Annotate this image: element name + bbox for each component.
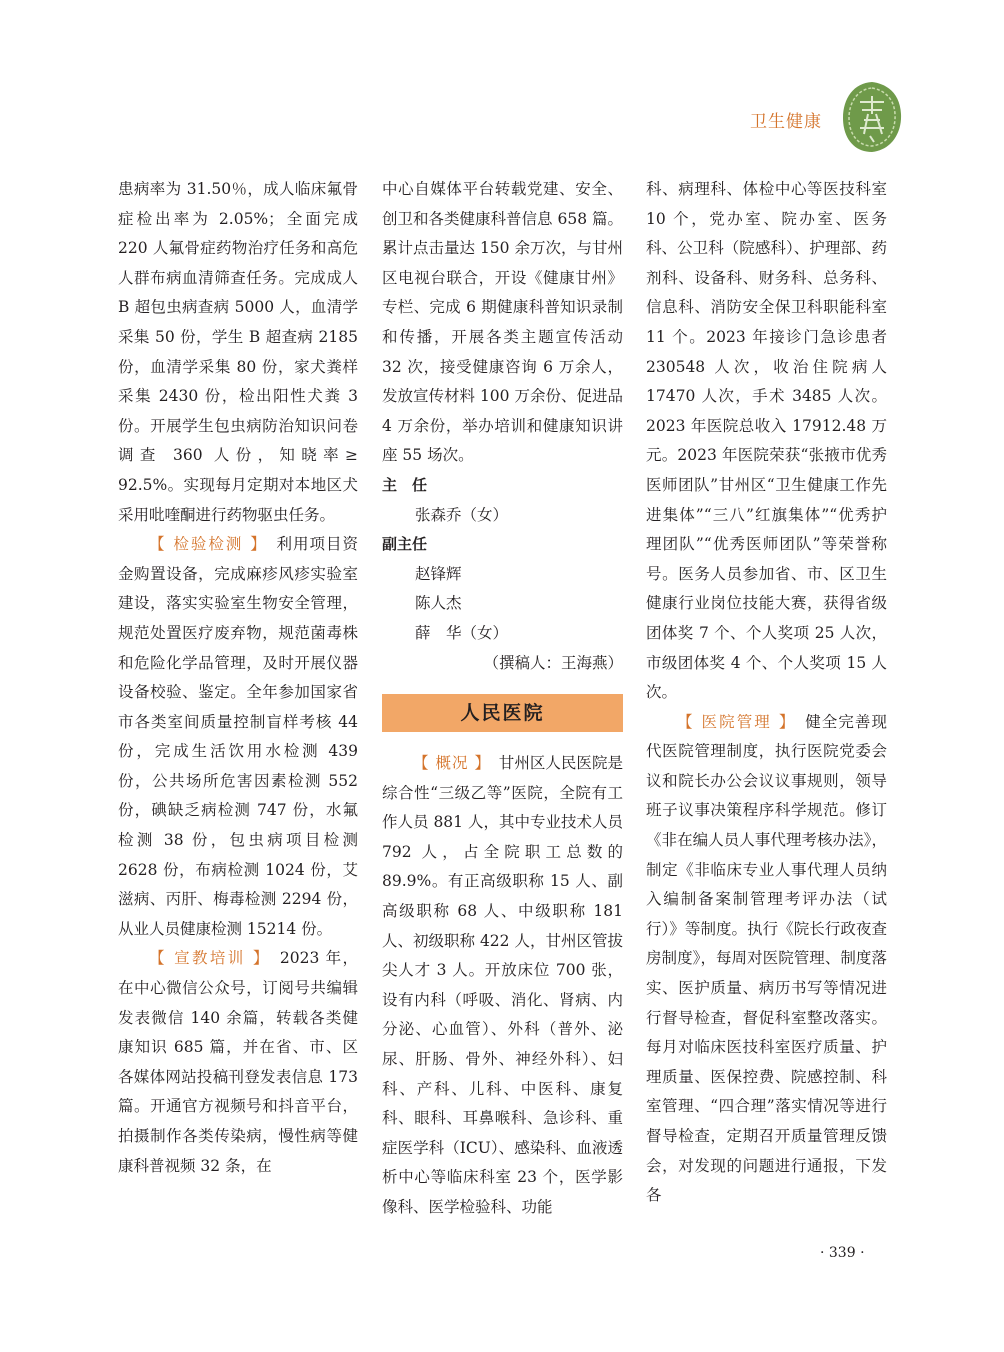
deputy-label: 副主任 (382, 535, 428, 554)
author-credit: （撰稿人：王海燕） (483, 653, 623, 672)
subsection-tag: 【 医院管理 】 (677, 712, 789, 731)
paragraph-hospital-management (646, 708, 887, 1211)
page-number: · 339 · (820, 1245, 865, 1261)
paragraph-overview (382, 749, 623, 1223)
paragraph-publicity-training (118, 944, 358, 1181)
paragraph: 科、病理科、体检中心等医技科室 10 个，党办室、院办室、医务科、公卫科（院感科）、护理部、药剂科、设备科、财务科、总务科、信息科、消防安全保卫科职能科室 11 个。2023 年接诊门急诊患者 230548 人次，收治住院病人 17470 人次，手术 3485 人次。2023 年医院总收入 17912.48 万元。2023 年医院荣获“张掖市优秀医师团队”甘州区“卫生健康工作先进集体”“三八”红旗集体”“优秀护理团队”“优秀医师团队”等荣誉称号。医务人员参加省、市、区卫生健康行业岗位技能大赛，获得省级团体奖 7 个、个人奖项 25 人次，市级团体奖 4 个、个人奖项 15 人次。 (646, 180, 887, 702)
paragraph-lab-testing (118, 530, 358, 944)
green-seal-icon (840, 80, 904, 154)
running-section-title: 卫生健康 (750, 112, 822, 132)
subsection-tag: 【 宣教培训 】 (149, 949, 264, 968)
deputy-name: 薛 华（女） (415, 623, 509, 642)
deputy-name: 赵锋辉 (415, 564, 462, 583)
subsection-tag: 【 概况 】 (413, 754, 484, 773)
column-3 (646, 175, 887, 1211)
section-heading-bar: 人民医院 (382, 694, 623, 732)
director-label: 主 任 (382, 475, 428, 494)
column-1 (118, 175, 358, 1181)
paragraph-text: 健全完善现代医院管理制度，执行医院党委会议和院长办公会议议事规则，领导班子议事决策程序科学规范。修订《非在编人员人事代理考核办法》，制定《非临床专业人事代理人员纳入编制备案制管理考评办法（试行）》等制度。执行《院长行政夜查房制度》，每周对医院管理、制度落实、医护质量、病历书写等情况进行督导检查，督促科室整改落实。每月对临床医技科室医疗质量、护理质量、医保控费、院感控制、科室管理、“四合理”落实情况等进行督导检查，定期召开质量管理反馈会，对发现的问题进行通报，下发各 (646, 712, 887, 1205)
subsection-tag: 【 检验检测 】 (149, 535, 261, 554)
director-name: 张森乔（女） (415, 505, 509, 524)
column-2 (382, 175, 623, 1223)
paragraph-text: 利用项目资金购置设备，完成麻疹风疹实验室建设，落实实验室生物安全管理，规范处置医疗废弃物，规范菌毒株和危险化学品管理，及时开展仪器设备校验、鉴定。全年参加国家省市各类室间质量控制盲样考核 44 份，完成生活饮用水检测 439 份，公共场所危害因素检测 552 份，碘缺乏病检测 747 份，水氟检测 38 份，包虫病项目检测 2628 份，布病检测 1024 份，艾滋病、丙肝、梅毒检测 2294 份，从业人员健康检测 15214 份。 (118, 535, 358, 938)
paragraph-text: 2023 年，在中心微信公众号，订阅号共编辑发表微信 140 余篇，转载各类健康知识 685 篇，并在省、市、区各媒体网站投稿刊登发表信息 173 篇。开通官方视频号和抖音平台，拍摄制作各类传染病，慢性病等健康科普视频 32 条，在 (118, 949, 358, 1175)
paragraph: 中心自媒体平台转载党建、安全、创卫和各类健康科普信息 658 篇。累计点击量达 150 余万次，与甘州区电视台联合，开设《健康甘州》专栏、完成 6 期健康科普知识录制和传播，开展各类主题宣传活动 32 次，接受健康咨询 6 万余人，发放宣传材料 100 万余份、促进品 4 万余份，举办培训和健康知识讲座 55 场次。 (382, 180, 623, 465)
paragraph-text: 甘州区人民医院是综合性“三级乙等”医院，全院有工作人员 881 人，其中专业技术人员 792 人，占全院职工总数的 89.9%。有正高级职称 15 人、副高级职称 68 人、中级职称 181 人、初级职称 422 人，甘州区管拔尖人才 3 人。开放床位 700 张，设有内科（呼吸、消化、肾病、内分泌、心血管）、外科（普外、泌尿、肝肠、骨外、神经外科）、妇科、产科、儿科、中医科、康复科、眼科、耳鼻喉科、急诊科、重症医学科（ICU）、感染科、血液透析中心等临床科室 23 个，医学影像科、医学检验科、功能 (382, 754, 623, 1216)
paragraph: 患病率为 31.50％，成人临床氟骨症检出率为 2.05%；全面完成 220 人氟骨症药物治疗任务和高危人群布病血清筛查任务。完成成人 B 超包虫病查病 5000 人，血清学采集 50 份，学生 B 超查病 2185 份，血清学采集 80 份，家犬粪样采集 2430 份，检出阳性犬粪 3 份。开展学生包虫病防治知识问卷调查 360 人份，知晓率≥ 92.5%。实现每月定期对本地区犬采用吡喹酮进行药物驱虫任务。 (118, 180, 358, 524)
deputy-name: 陈人杰 (415, 594, 462, 613)
